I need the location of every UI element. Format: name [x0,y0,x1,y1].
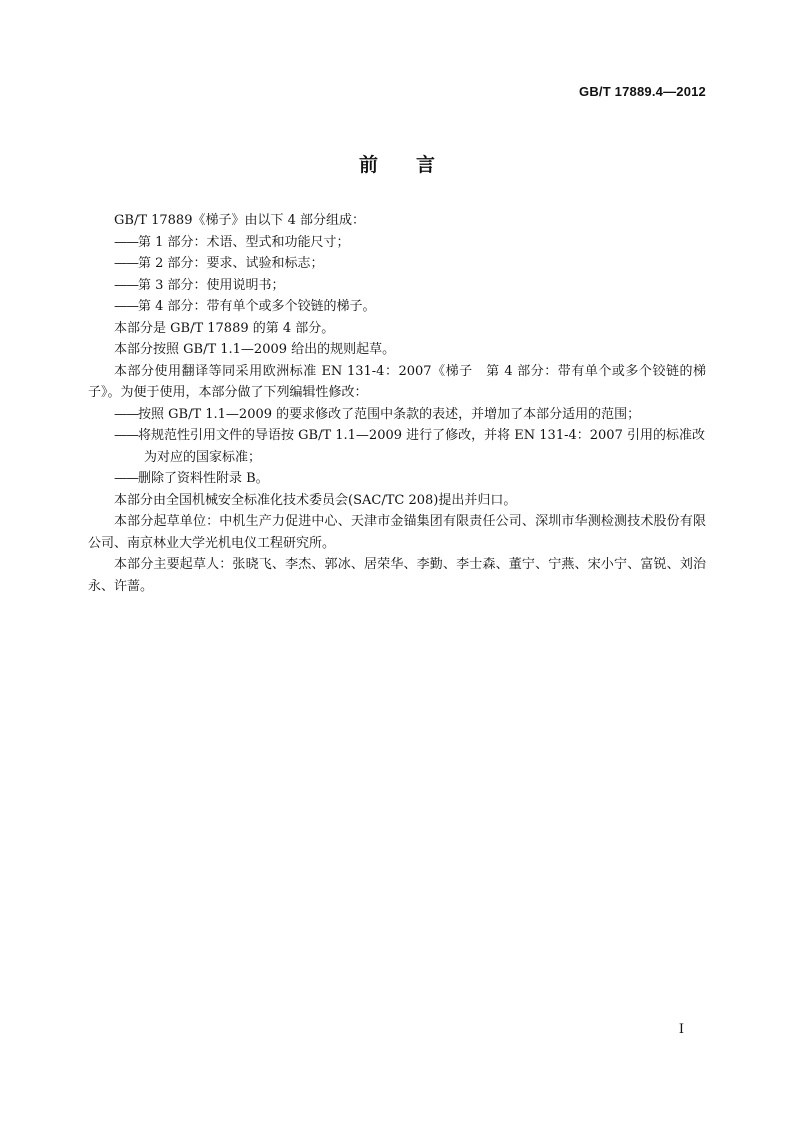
dash-mark: —— [114,277,138,293]
list-item [88,468,706,490]
list-item [88,296,706,318]
list-item [88,232,706,254]
list-item-text: 第 3 部分：使用说明书； [138,277,285,293]
list-item-text: 第 1 部分：术语、型式和功能尺寸； [138,234,350,250]
dash-mark: —— [114,406,138,422]
list-item [88,404,706,426]
dash-mark: —— [114,299,138,314]
dash-mark: —— [114,471,138,486]
dash-mark: —— [114,256,138,271]
foreword-body [88,210,706,597]
list-item-text: 将规范性引用文件的导语按 GB/T 1.1—2009 进行了修改，并将 EN 131-4：2007 引用的标准改为对应的国家标准； [138,428,705,465]
standard-number: GB/T 17889.4—2012 [579,84,706,99]
paragraph-drafting-units: 本部分起草单位：中机生产力促进中心、天津市金锚集团有限责任公司、深圳市华测检测技术股份有限公司、南京林业大学光机电仪工程研究所。 [88,514,706,551]
paragraph-drafters: 本部分主要起草人：张晓飞、李杰、郭冰、居荣华、李勤、李士森、董宁、宁燕、宋小宁、富锐、刘治永、许蔷。 [88,557,706,594]
list-item [88,253,706,275]
paragraph-intro: GB/T 17889《梯子》由以下 4 部分组成： [114,213,366,228]
page-number: I [678,1022,684,1037]
list-item-text: 第 4 部分：带有单个或多个铰链的梯子。 [138,299,376,314]
paragraph-part: 本部分是 GB/T 17889 的第 4 部分。 [114,320,335,336]
list-item-text: 按照 GB/T 1.1—2009 的要求修改了范围中条款的表述，并增加了本部分适用的范围； [138,406,641,422]
paragraph-adoption: 本部分使用翻译等同采用欧洲标准 EN 131-4：2007《梯子 第 4 部分：带有单个或多个铰链的梯子》。为便于使用，本部分做了下列编辑性修改： [88,363,706,400]
dash-mark: —— [114,428,138,443]
list-item [88,275,706,297]
list-item-text: 第 2 部分：要求、试验和标志； [138,256,324,271]
page-title: 前言 [358,154,473,176]
paragraph-committee: 本部分由全国机械安全标准化技术委员会(SAC/TC 208)提出并归口。 [114,492,517,508]
paragraph-drafting-rules: 本部分按照 GB/T 1.1—2009 给出的规则起草。 [114,342,396,357]
list-item-text: 删除了资料性附录 B。 [138,471,269,486]
list-item [88,425,706,468]
dash-mark: —— [114,234,138,250]
